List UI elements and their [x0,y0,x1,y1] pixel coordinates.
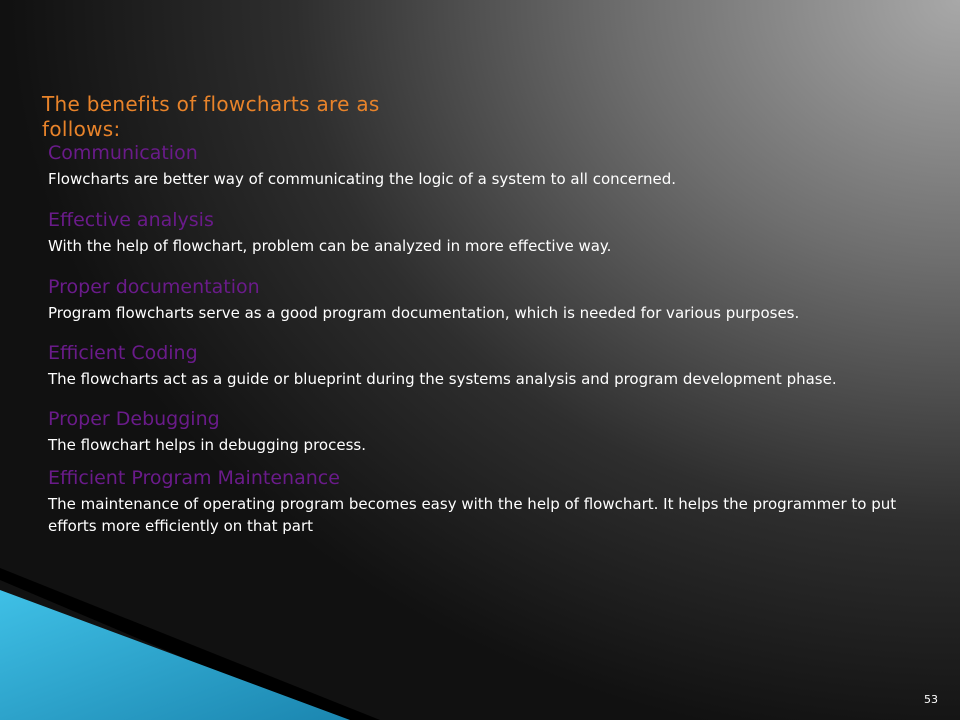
benefit-heading: Effective analysis [48,209,214,231]
benefit-description: Flowcharts are better way of communicating the logic of a system to all concerned. [48,170,677,188]
benefit-description: The flowchart helps in debugging process. [48,436,366,454]
benefit-efficient-coding [48,341,908,390]
blue-wedge [0,590,350,720]
benefit-effective-analysis [48,208,908,257]
page-number: 53 [924,693,938,706]
benefit-proper-debugging [48,407,908,456]
benefit-heading: Efficient Program Maintenance [48,467,340,489]
benefit-communication [48,141,908,190]
benefit-heading: Efficient Coding [48,342,198,364]
benefit-efficient-program-maintenance [48,466,908,537]
benefits-list [48,141,908,537]
slide-title: The benefits of flowcharts are as follows: [42,92,380,141]
benefit-heading: Communication [48,142,198,164]
benefit-description: The flowcharts act as a guide or blueprint during the systems analysis and program development phase. [48,370,837,388]
benefit-description: The maintenance of operating program becomes easy with the help of flowchart. It helps the programmer to put efforts more efficiently on that part [48,495,897,535]
benefit-heading: Proper documentation [48,276,260,298]
benefit-description: With the help of flowchart, problem can be analyzed in more effective way. [48,237,612,255]
benefit-proper-documentation [48,275,908,324]
benefit-description: Program flowcharts serve as a good program documentation, which is needed for various purposes. [48,304,800,322]
benefit-heading: Proper Debugging [48,408,220,430]
